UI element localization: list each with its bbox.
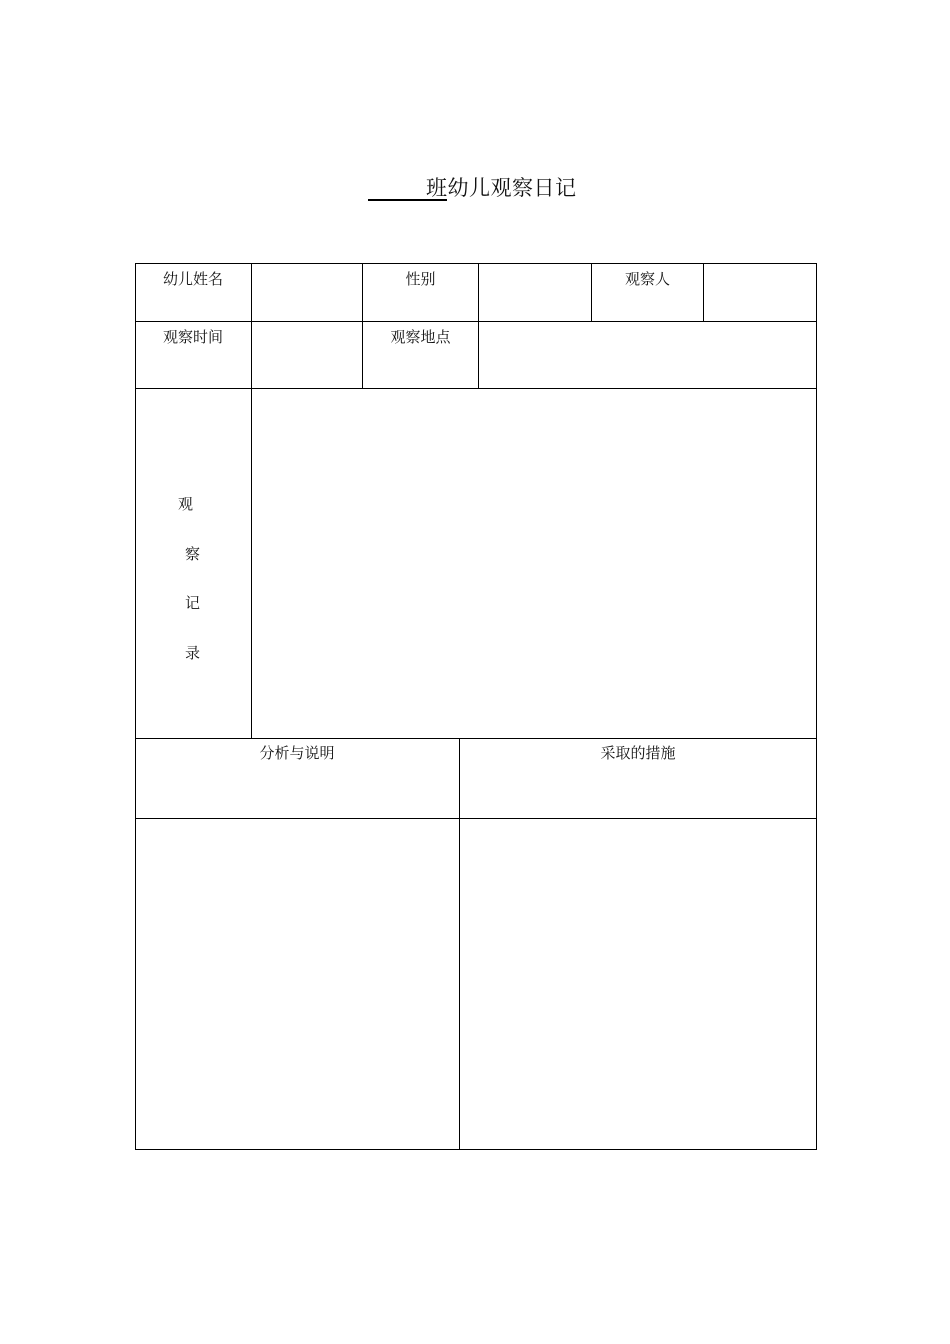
observation-record-field[interactable] — [252, 389, 816, 738]
form-border-right — [816, 263, 817, 1150]
gender-field[interactable] — [479, 264, 591, 321]
child-name-label: 幼儿姓名 — [162, 270, 223, 288]
observation-place-label: 观察地点 — [390, 328, 451, 346]
analysis-label: 分析与说明 — [259, 744, 335, 762]
analysis-field[interactable] — [136, 819, 459, 1149]
record-label-char: 观 — [178, 495, 194, 513]
row-divider — [135, 738, 817, 739]
document-header — [0, 172, 950, 206]
observation-form — [135, 263, 817, 1150]
observation-time-field[interactable] — [252, 322, 362, 388]
observation-place-field[interactable] — [479, 322, 816, 388]
measures-field[interactable] — [460, 819, 816, 1149]
measures-label: 采取的措施 — [600, 744, 676, 762]
form-border-bottom — [135, 1149, 817, 1150]
observer-field[interactable] — [704, 264, 816, 321]
page-title: 班幼儿观察日记 — [426, 176, 577, 200]
child-name-field[interactable] — [252, 264, 362, 321]
gender-label: 性别 — [405, 270, 436, 288]
record-label-char: 察 — [185, 545, 201, 563]
observer-label: 观察人 — [624, 270, 670, 288]
record-label-char: 记 — [185, 594, 201, 612]
observation-time-label: 观察时间 — [162, 328, 223, 346]
record-label-char: 录 — [185, 644, 201, 662]
